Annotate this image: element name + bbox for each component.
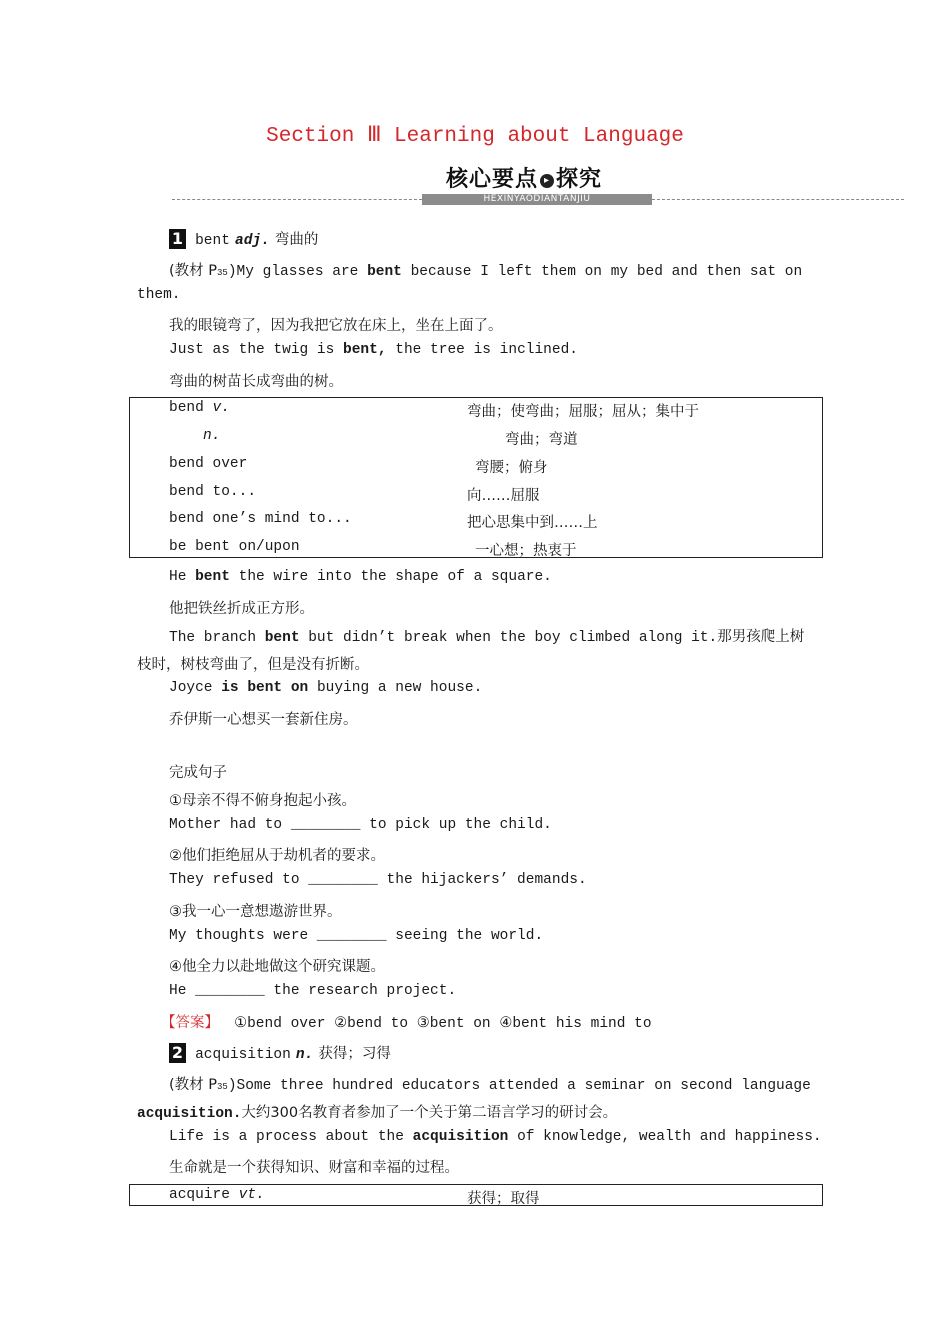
table-row-cn: 弯曲；弯道	[505, 432, 578, 448]
item1-heading	[169, 228, 318, 249]
banner-title: 核心要点	[446, 167, 539, 192]
table-row-en: bend over	[169, 456, 248, 472]
item1-example3-translation: 他把铁丝折成正方形。	[169, 601, 314, 617]
keyword: acquisition.	[137, 1106, 242, 1122]
table-row-cn: 弯腰；俯身	[475, 460, 548, 476]
table-row-cn: 弯曲；使弯曲；屈服；屈从；集中于	[467, 404, 699, 420]
item1-example1-cont: them.	[137, 287, 181, 303]
table-row-cn: 获得；取得	[467, 1191, 540, 1207]
exercise-blank-sentence: He ________ the research project.	[169, 983, 457, 999]
item2-example2-translation: 生命就是一个获得知识、财富和幸福的过程。	[169, 1160, 459, 1176]
keyword: bent,	[343, 342, 387, 358]
banner-divider-right	[652, 199, 904, 200]
item1-example3: He bent the wire into the shape of a square.	[169, 569, 552, 585]
item2-example1: (教材 P35)Some three hundred educators attended a seminar on second language	[169, 1077, 811, 1094]
item1-example5-translation: 乔伊斯一心想买一套新住房。	[169, 712, 358, 728]
section-banner	[446, 162, 602, 193]
table-row-cn: 一心想；热衷于	[475, 543, 577, 559]
keyword: bent	[264, 630, 300, 646]
table-row-en: bend v.	[169, 400, 230, 416]
item2-example2: Life is a process about the acquisition of knowledge, wealth and happiness.	[169, 1129, 822, 1145]
item1-example5: Joyce is bent on buying a new house.	[169, 680, 483, 696]
item1-example4-translation: 枝时，树枝弯曲了，但是没有折断。	[137, 657, 369, 673]
table-row-cn: 把心思集中到……上	[467, 515, 598, 531]
answer-tag: 【答案】	[161, 1015, 219, 1031]
banner-title-2: 探究	[556, 167, 603, 192]
item1-example2-translation: 弯曲的树苗长成弯曲的树。	[169, 374, 343, 390]
banner-divider-left	[172, 199, 422, 200]
headword: acquisition	[195, 1047, 291, 1063]
keyword: bent	[367, 264, 402, 280]
item-number-badge: 2	[169, 1043, 186, 1063]
exercise-blank-sentence: My thoughts were ________ seeing the world.	[169, 928, 544, 944]
exercise-question: ④他全力以赴地做这个研究课题。	[169, 959, 385, 975]
item2-example1-cont: acquisition.大约300名教育者参加了一个关于第二语言学习的研讨会。	[137, 1105, 618, 1122]
table-row-cn: 向……屈服	[467, 488, 540, 504]
headword-pos: adj.	[235, 233, 270, 249]
answer-line	[161, 1011, 652, 1032]
table-row-en: bend one’s mind to...	[169, 511, 352, 527]
exercise-blank-sentence: Mother had to ________ to pick up the child.	[169, 817, 552, 833]
keyword: bent	[195, 569, 230, 585]
headword-meaning: 获得；习得	[318, 1046, 391, 1062]
item1-example4: The branch bent but didn’t break when the boy climbed along it.那男孩爬上树	[169, 629, 805, 646]
exercise-question: ③我一心一意想遨游世界。	[169, 904, 342, 920]
table-row-en: bend to...	[169, 484, 257, 500]
headword-pos: n.	[295, 1047, 314, 1063]
item1-example2: Just as the twig is bent, the tree is inclined.	[169, 342, 578, 358]
banner-subtitle: HEXINYAODIANTANJIU	[422, 194, 652, 205]
arrow-icon: ▸	[540, 174, 554, 188]
headword: bent	[195, 233, 230, 249]
table-row-en: acquire vt.	[169, 1187, 265, 1203]
keyword: acquisition	[412, 1129, 509, 1145]
item1-example1: (教材 P35)My glasses are bent because I left them on my bed and then sat on	[169, 263, 803, 280]
exercise-question: ①母亲不得不俯身抱起小孩。	[169, 793, 356, 809]
item-number-badge: 1	[169, 229, 186, 249]
item2-heading	[169, 1042, 391, 1063]
exercise-blank-sentence: They refused to ________ the hijackers’ demands.	[169, 872, 587, 888]
page-title: Section Ⅲ Learning about Language	[266, 125, 684, 148]
exercise-title: 完成句子	[169, 765, 227, 781]
table-row-en: n.	[203, 428, 221, 444]
answer-text: ①bend over ②bend to ③bent on ④bent his mind to	[234, 1016, 652, 1032]
item1-example1-translation: 我的眼镜弯了，因为我把它放在床上，坐在上面了。	[169, 318, 503, 334]
keyword: is bent on	[221, 680, 309, 696]
exercise-question: ②他们拒绝屈从于劫机者的要求。	[169, 848, 385, 864]
vocab-table	[129, 397, 823, 558]
headword-meaning: 弯曲的	[274, 232, 319, 248]
table-row-en: be bent on/upon	[169, 539, 300, 555]
